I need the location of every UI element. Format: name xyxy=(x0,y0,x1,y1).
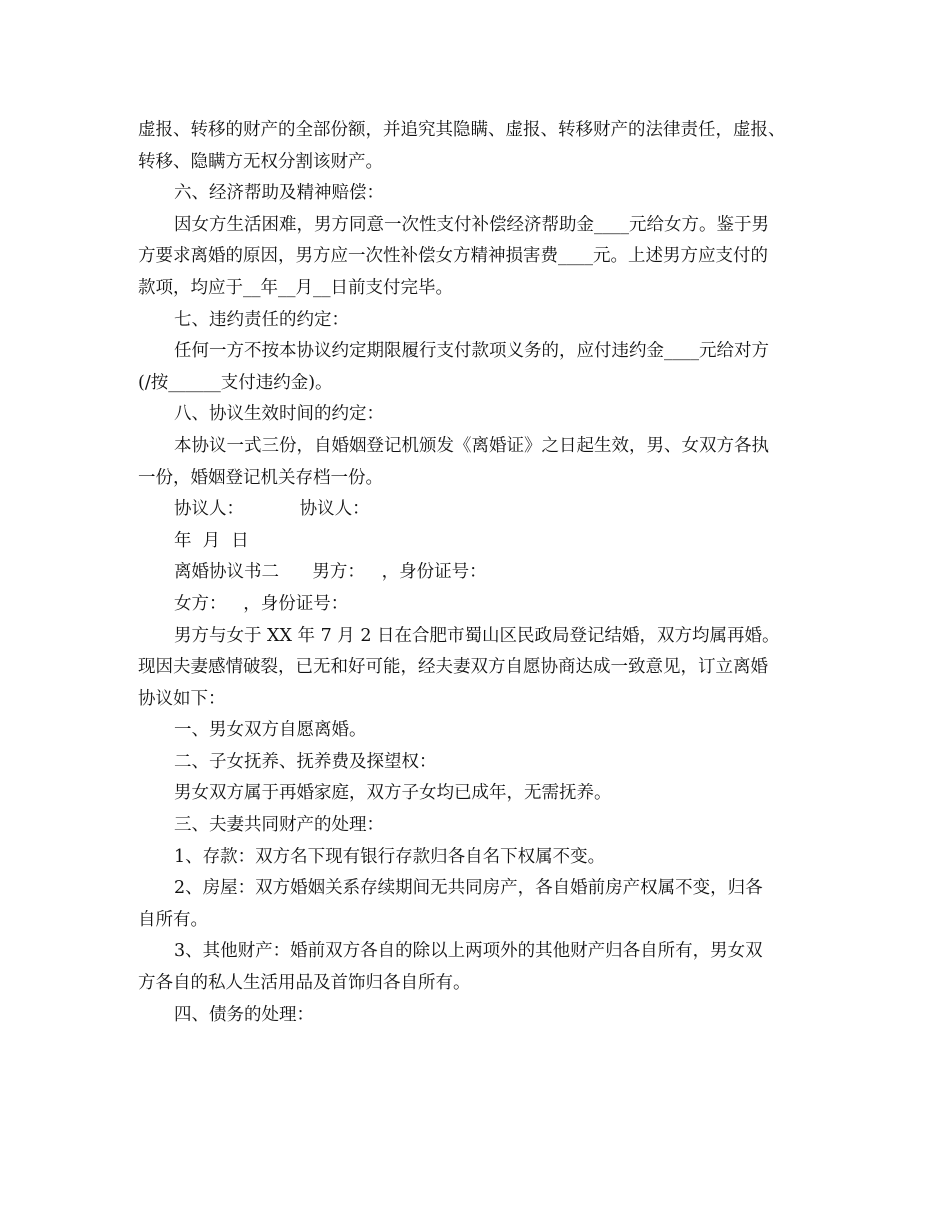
text-line: 方要求离婚的原因，男方应一次性补偿女方精神损害费____元。上述男方应支付的 xyxy=(138,246,768,267)
text-line: 虚报、转移的财产的全部份额，并追究其隐瞒、虚报、转移财产的法律责任，虚报、 xyxy=(138,120,786,140)
text-line: 六、经济帮助及精神赔偿： xyxy=(174,183,384,204)
text-line: 本协议一式三份，自婚姻登记机颁发《离婚证》之日起生效，男、女双方各执 xyxy=(174,435,769,456)
text-line: 协议人： 协议人： xyxy=(174,499,370,520)
text-line: 协议如下： xyxy=(138,688,226,709)
document-body xyxy=(138,115,828,1031)
text-line: 3、其他财产：婚前双方各自的除以上两项外的其他财产归各自所有，男女双 xyxy=(174,941,763,962)
text-line: 二、子女抚养、抚养费及探望权： xyxy=(174,751,437,772)
text-line: 款项，均应于__年__月__日前支付完毕。 xyxy=(138,277,453,298)
text-line: 2、房屋：双方婚姻关系存续期间无共同房产，各自婚前房产权属不变，归各 xyxy=(174,878,763,899)
text-line: 转移、隐瞒方无权分割该财产。 xyxy=(138,151,383,172)
text-line: 离婚协议书二 男方： ，身份证号： xyxy=(174,562,487,583)
text-line: 因女方生活困难，男方同意一次性支付补偿经济帮助金____元给女方。鉴于男 xyxy=(174,214,769,235)
text-line: 女方： ，身份证号： xyxy=(174,593,349,614)
text-line: 任何一方不按本协议约定期限履行支付款项义务的，应付违约金____元给对方 xyxy=(174,341,769,362)
text-line: 三、夫妻共同财产的处理： xyxy=(174,815,384,836)
text-line: 一、男女双方自愿离婚。 xyxy=(174,720,367,741)
text-line: 男女双方属于再婚家庭，双方子女均已成年，无需抚养。 xyxy=(174,783,612,804)
text-line: 四、债务的处理： xyxy=(174,1004,314,1025)
text-line: 自所有。 xyxy=(138,909,208,930)
text-line: (/按______支付违约金)。 xyxy=(138,372,333,393)
text-line: 七、违约责任的约定： xyxy=(174,309,349,330)
text-line: 方各自的私人生活用品及首饰归各自所有。 xyxy=(138,973,471,994)
text-line: 男方与女于 XX 年 7 月 2 日在合肥市蜀山区民政局登记结婚，双方均属再婚。 xyxy=(174,625,780,646)
text-line: 一份，婚姻登记机关存档一份。 xyxy=(138,467,383,488)
text-line: 年 月 日 xyxy=(174,530,249,551)
text-line: 现因夫妻感情破裂，已无和好可能，经夫妻双方自愿协商达成一致意见，订立离婚 xyxy=(138,657,768,678)
text-line: 1、存款：双方名下现有银行存款归各自名下权属不变。 xyxy=(174,846,606,867)
text-line: 八、协议生效时间的约定： xyxy=(174,404,384,425)
